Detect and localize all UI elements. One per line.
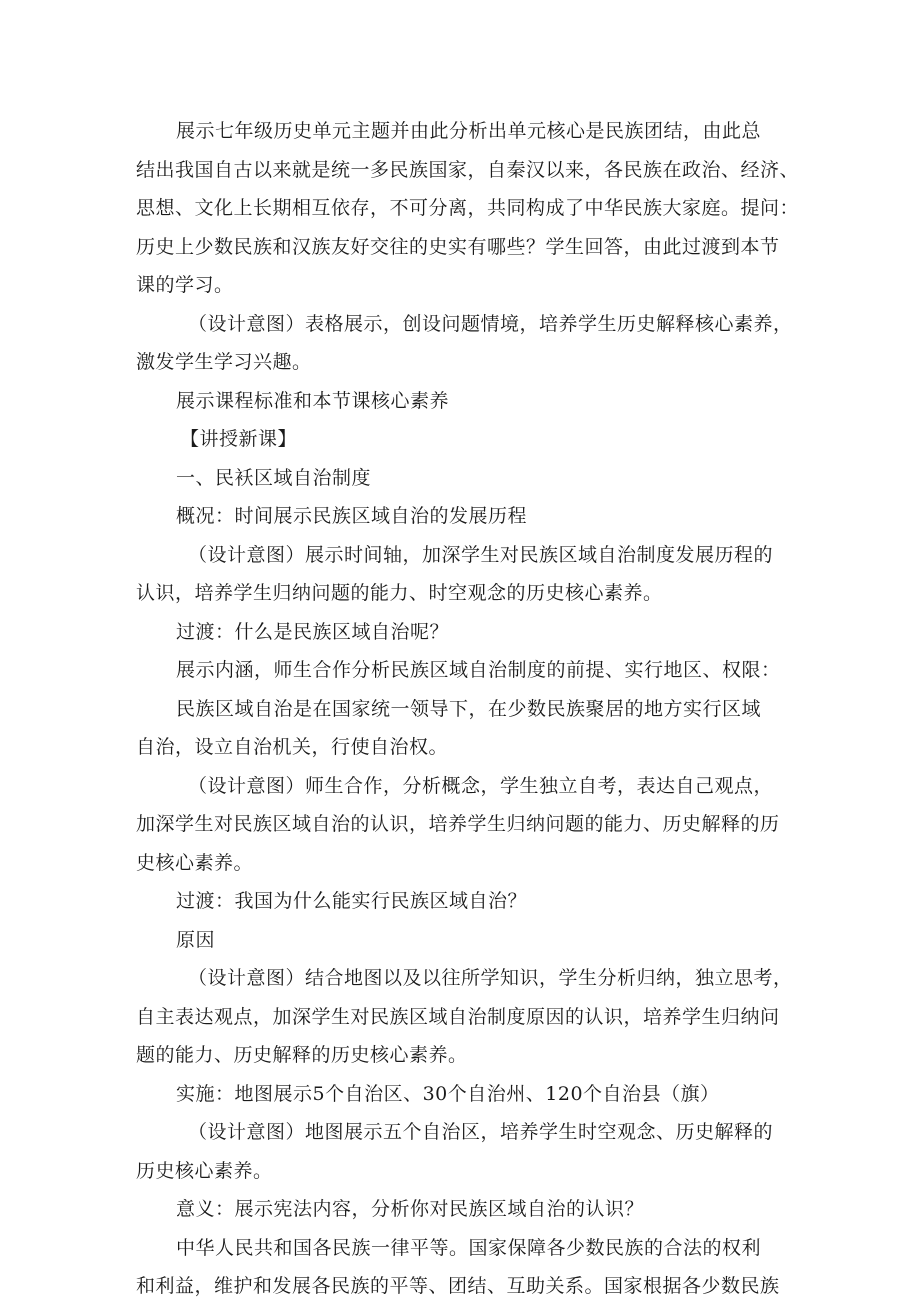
section-heading: 一、民袄区域自治制度 [176, 466, 372, 489]
paragraph-line: （设计意图）展示时间轴，加深学生对民族区域自治制度发展历程的 [188, 543, 774, 566]
paragraph-line: 题的能力、历史解释的历史核心素养。 [136, 1044, 468, 1066]
paragraph-line: （设计意图）表格展示，创设问题情境，培养学生历史解释核心素养， [188, 312, 793, 335]
section-heading: 【讲授新课】 [180, 428, 298, 450]
paragraph-line: （设计意图）师生合作，分析概念，学生独立自考，表达自己观点， [188, 774, 774, 797]
paragraph-line: 过渡：什么是民族区域自治呢？ [176, 620, 450, 643]
paragraph-line: 课的学习。 [136, 274, 234, 296]
paragraph-line: 思想、文化上长期相互依存，不可分离，共同构成了中华民族大家庭。提问： [136, 197, 800, 219]
paragraph-line: 自主表达观点，加深学生对民族区域自治制度原因的认识，培养学生归纳问 [136, 1005, 780, 1028]
paragraph-line: 展示课程标准和本节课核心素养 [176, 389, 450, 412]
paragraph-line: 加深学生对民族区域自治的认识，培养学生归纳问题的能力、历史解释的历 [136, 813, 780, 835]
paragraph-line: 展示内涵，师生合作分析民族区域自治制度的前提、实行地区、权限： [176, 659, 781, 681]
paragraph-line: （设计意图）地图展示五个自治区，培养学生时空观念、历史解释的 [188, 1121, 774, 1143]
paragraph-line: 意义：展示宪法内容，分析你对民族区域自治的认识？ [176, 1198, 645, 1220]
paragraph-line: 史核心素养。 [136, 851, 254, 874]
paragraph-line: （设计意图）结合地图以及以往所学知识，学生分析归纳，独立思考， [188, 967, 793, 989]
paragraph-line: 民族区域自治是在国家统一领导下，在少数民族聚居的地方实行区域 [176, 697, 762, 720]
paragraph-line: 历史核心素养。 [136, 1159, 273, 1182]
paragraph-line: 概况：时间展示民族区域自治的发展历程 [176, 505, 528, 527]
paragraph-line: 中华人民共和国各民族一律平等。国家保障各少数民族的合法的权利 [176, 1236, 762, 1259]
paragraph-line: 实施：地图展示5个自治区、30个自治州、120个自治县（旗） [176, 1082, 720, 1105]
paragraph-line: 激发学生学习兴趣。 [136, 351, 312, 373]
paragraph-line: 自治，设立自治机关，行使自治权。 [136, 736, 449, 758]
paragraph-line: 过渡：我国为什么能实行民族区域自治？ [176, 890, 528, 912]
paragraph-line: 原因 [176, 928, 216, 951]
paragraph-line: 历史上少数民族和汉族友好交往的史实有哪些？学生回答，由此过渡到本节 [136, 235, 780, 258]
paragraph-line: 展示七年级历史单元主题并由此分析出单元核心是民族团结，由此总 [176, 120, 762, 142]
paragraph-line: 结出我国自古以来就是统一多民族国家，自秦汉以来，各民族在政治、经济、 [136, 158, 800, 181]
paragraph-line: 和利益，维护和发展各民族的平等、团结、互助关系。国家根据各少数民族 [136, 1275, 780, 1297]
paragraph-line: 认识，培养学生归纳问题的能力、时空观念的历史核心素养。 [136, 582, 663, 604]
